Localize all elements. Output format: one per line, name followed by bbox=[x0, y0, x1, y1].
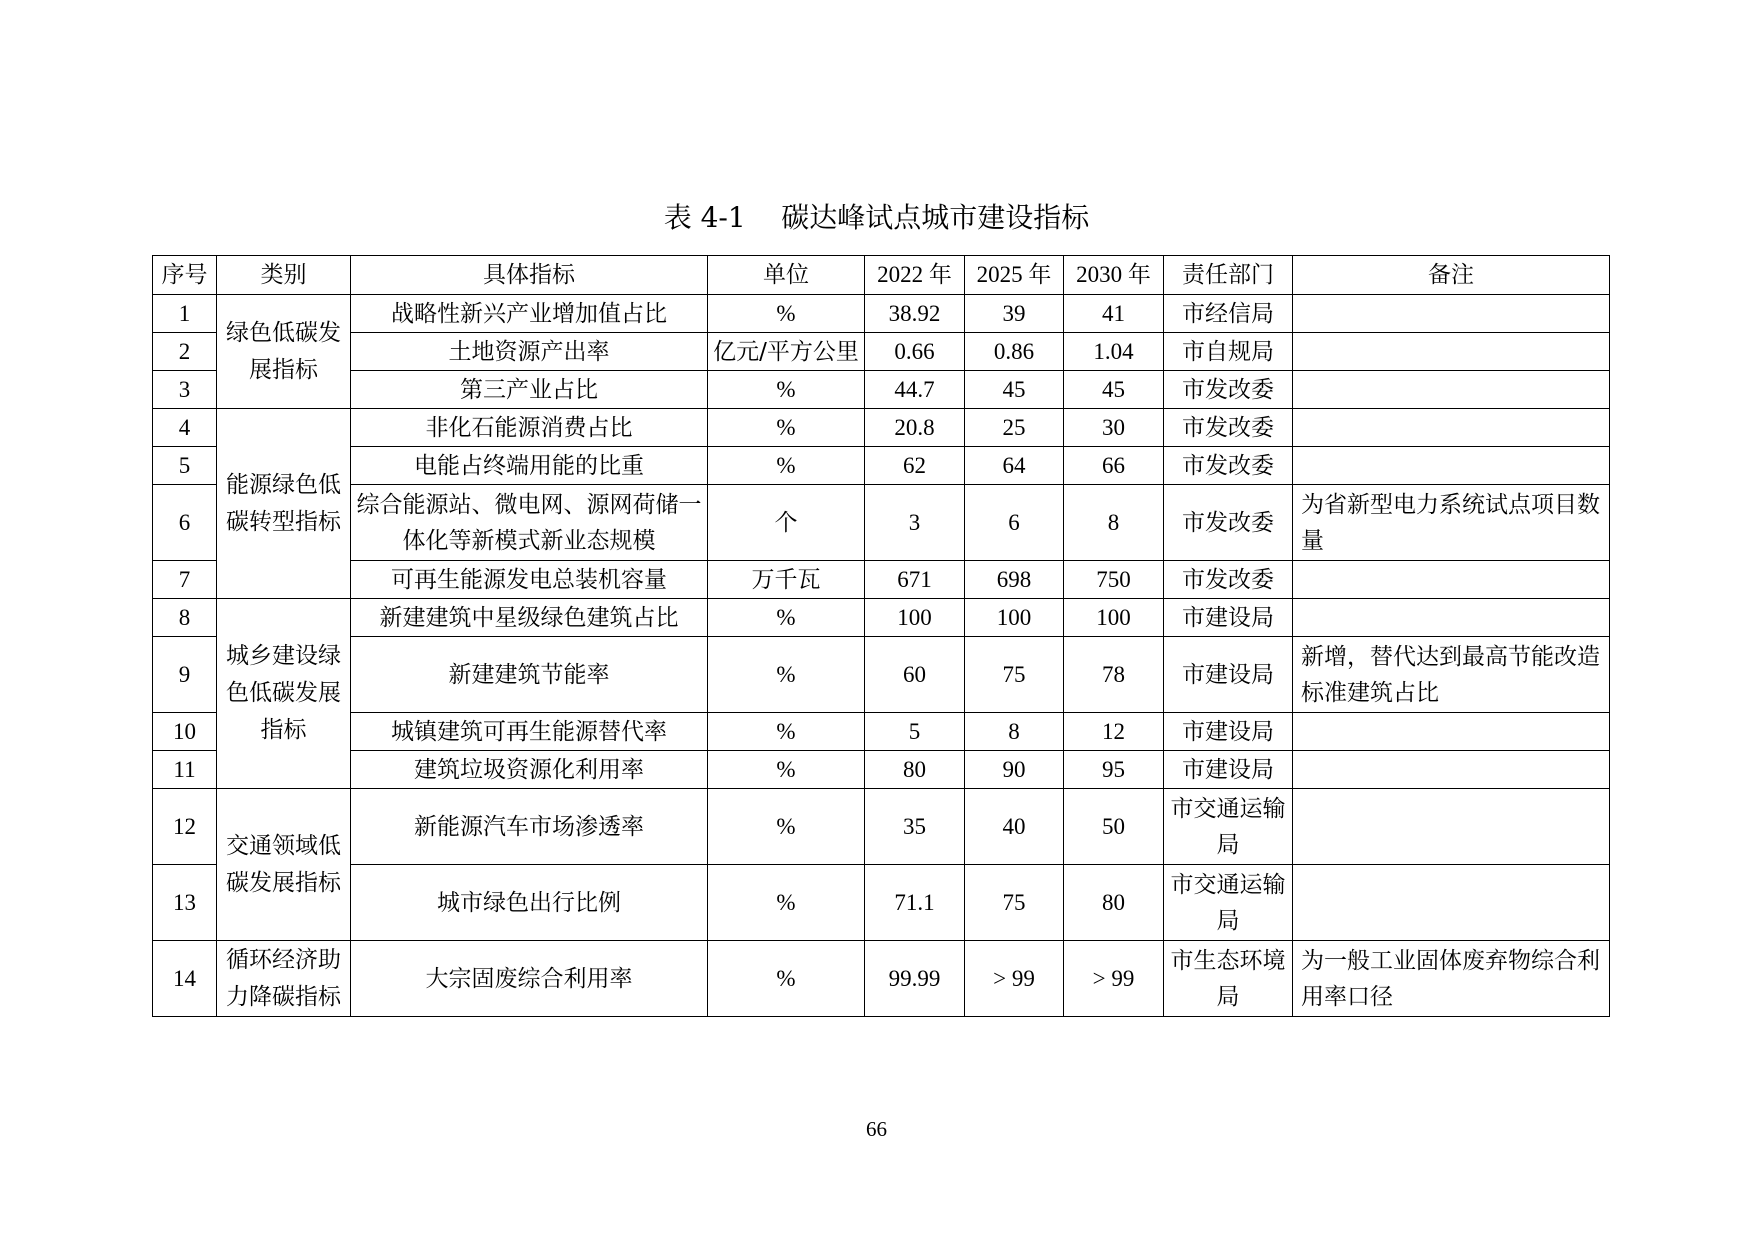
cell-2025: 8 bbox=[965, 713, 1064, 751]
cell-2025: 6 bbox=[965, 485, 1064, 561]
table-row bbox=[153, 713, 1610, 751]
cell-no: 14 bbox=[153, 941, 217, 1017]
cell-2022: 80 bbox=[865, 751, 965, 789]
cell-indicator: 综合能源站、微电网、源网荷储一体化等新模式新业态规模 bbox=[351, 485, 708, 561]
cell-no: 11 bbox=[153, 751, 217, 789]
cell-indicator: 城市绿色出行比例 bbox=[351, 865, 708, 941]
table-row bbox=[153, 485, 1610, 561]
cell-2025: 90 bbox=[965, 751, 1064, 789]
cell-unit: % bbox=[708, 713, 865, 751]
cell-unit: % bbox=[708, 447, 865, 485]
cell-department: 市交通运输局 bbox=[1164, 865, 1293, 941]
category-cell: 循环经济助力降碳指标 bbox=[217, 941, 351, 1017]
cell-indicator: 建筑垃圾资源化利用率 bbox=[351, 751, 708, 789]
cell-note bbox=[1293, 409, 1610, 447]
cell-department: 市建设局 bbox=[1164, 751, 1293, 789]
cell-department: 市建设局 bbox=[1164, 599, 1293, 637]
table-row bbox=[153, 751, 1610, 789]
cell-2030: 1.04 bbox=[1064, 333, 1164, 371]
cell-unit: % bbox=[708, 941, 865, 1017]
cell-note bbox=[1293, 561, 1610, 599]
cell-department: 市交通运输局 bbox=[1164, 789, 1293, 865]
category-cell: 绿色低碳发展指标 bbox=[217, 295, 351, 409]
table-row bbox=[153, 333, 1610, 371]
cell-2022: 671 bbox=[865, 561, 965, 599]
cell-2025: 75 bbox=[965, 865, 1064, 941]
cell-2022: 44.7 bbox=[865, 371, 965, 409]
cell-no: 5 bbox=[153, 447, 217, 485]
cell-2025: 0.86 bbox=[965, 333, 1064, 371]
cell-2022: 20.8 bbox=[865, 409, 965, 447]
cell-unit: % bbox=[708, 371, 865, 409]
cell-2025: 40 bbox=[965, 789, 1064, 865]
cell-unit: % bbox=[708, 789, 865, 865]
cell-2022: 38.92 bbox=[865, 295, 965, 333]
cell-2030: 95 bbox=[1064, 751, 1164, 789]
cell-2030: 750 bbox=[1064, 561, 1164, 599]
cell-2022: 99.99 bbox=[865, 941, 965, 1017]
header-2030: 2030 年 bbox=[1064, 256, 1164, 295]
cell-department: 市自规局 bbox=[1164, 333, 1293, 371]
table-row bbox=[153, 409, 1610, 447]
cell-2030: 80 bbox=[1064, 865, 1164, 941]
cell-indicator: 新能源汽车市场渗透率 bbox=[351, 789, 708, 865]
cell-department: 市建设局 bbox=[1164, 713, 1293, 751]
cell-note bbox=[1293, 751, 1610, 789]
table-row bbox=[153, 599, 1610, 637]
cell-no: 4 bbox=[153, 409, 217, 447]
cell-note bbox=[1293, 333, 1610, 371]
cell-2030: 66 bbox=[1064, 447, 1164, 485]
cell-indicator: 城镇建筑可再生能源替代率 bbox=[351, 713, 708, 751]
cell-indicator: 新建建筑节能率 bbox=[351, 637, 708, 713]
cell-department: 市建设局 bbox=[1164, 637, 1293, 713]
cell-2022: 60 bbox=[865, 637, 965, 713]
cell-department: 市发改委 bbox=[1164, 561, 1293, 599]
cell-2025: 39 bbox=[965, 295, 1064, 333]
cell-no: 7 bbox=[153, 561, 217, 599]
table-row bbox=[153, 447, 1610, 485]
cell-2025: 64 bbox=[965, 447, 1064, 485]
cell-indicator: 战略性新兴产业增加值占比 bbox=[351, 295, 708, 333]
table-header-row bbox=[153, 256, 1610, 295]
cell-2022: 5 bbox=[865, 713, 965, 751]
cell-2030: 78 bbox=[1064, 637, 1164, 713]
cell-no: 12 bbox=[153, 789, 217, 865]
table-row bbox=[153, 561, 1610, 599]
cell-department: 市发改委 bbox=[1164, 409, 1293, 447]
table-row bbox=[153, 637, 1610, 713]
cell-unit: 亿元/平方公里 bbox=[708, 333, 865, 371]
cell-note: 为一般工业固体废弃物综合利用率口径 bbox=[1293, 941, 1610, 1017]
cell-indicator: 电能占终端用能的比重 bbox=[351, 447, 708, 485]
cell-department: 市经信局 bbox=[1164, 295, 1293, 333]
cell-2022: 0.66 bbox=[865, 333, 965, 371]
cell-department: 市生态环境局 bbox=[1164, 941, 1293, 1017]
cell-unit: 个 bbox=[708, 485, 865, 561]
cell-note bbox=[1293, 713, 1610, 751]
cell-2022: 35 bbox=[865, 789, 965, 865]
cell-no: 9 bbox=[153, 637, 217, 713]
cell-note bbox=[1293, 371, 1610, 409]
table-title: 表 4-1 碳达峰试点城市建设指标 bbox=[663, 201, 1090, 234]
cell-2025: 25 bbox=[965, 409, 1064, 447]
cell-department: 市发改委 bbox=[1164, 447, 1293, 485]
cell-note bbox=[1293, 447, 1610, 485]
header-indicator: 具体指标 bbox=[351, 256, 708, 295]
header-department: 责任部门 bbox=[1164, 256, 1293, 295]
cell-2025: 45 bbox=[965, 371, 1064, 409]
cell-note bbox=[1293, 789, 1610, 865]
cell-unit: % bbox=[708, 599, 865, 637]
header-2025: 2025 年 bbox=[965, 256, 1064, 295]
cell-2025: 698 bbox=[965, 561, 1064, 599]
header-no: 序号 bbox=[153, 256, 217, 295]
category-cell: 能源绿色低碳转型指标 bbox=[217, 409, 351, 599]
page-number: 66 bbox=[866, 1117, 887, 1141]
cell-unit: % bbox=[708, 751, 865, 789]
table-row bbox=[153, 295, 1610, 333]
cell-note bbox=[1293, 295, 1610, 333]
header-note: 备注 bbox=[1293, 256, 1610, 295]
cell-no: 13 bbox=[153, 865, 217, 941]
cell-unit: % bbox=[708, 409, 865, 447]
cell-indicator: 土地资源产出率 bbox=[351, 333, 708, 371]
header-category: 类别 bbox=[217, 256, 351, 295]
table-row bbox=[153, 941, 1610, 1017]
cell-department: 市发改委 bbox=[1164, 371, 1293, 409]
cell-note bbox=[1293, 599, 1610, 637]
cell-indicator: 第三产业占比 bbox=[351, 371, 708, 409]
cell-no: 6 bbox=[153, 485, 217, 561]
cell-2030: 100 bbox=[1064, 599, 1164, 637]
cell-unit: 万千瓦 bbox=[708, 561, 865, 599]
cell-no: 8 bbox=[153, 599, 217, 637]
indicator-table bbox=[152, 255, 1610, 1017]
cell-indicator: 可再生能源发电总装机容量 bbox=[351, 561, 708, 599]
cell-no: 10 bbox=[153, 713, 217, 751]
cell-indicator: 新建建筑中星级绿色建筑占比 bbox=[351, 599, 708, 637]
cell-unit: % bbox=[708, 637, 865, 713]
cell-2022: 62 bbox=[865, 447, 965, 485]
cell-unit: % bbox=[708, 865, 865, 941]
category-cell: 城乡建设绿色低碳发展指标 bbox=[217, 599, 351, 789]
cell-2030: 50 bbox=[1064, 789, 1164, 865]
cell-indicator: 大宗固废综合利用率 bbox=[351, 941, 708, 1017]
cell-2030: 12 bbox=[1064, 713, 1164, 751]
cell-2030: 30 bbox=[1064, 409, 1164, 447]
cell-2022: 3 bbox=[865, 485, 965, 561]
cell-unit: % bbox=[708, 295, 865, 333]
header-unit: 单位 bbox=[708, 256, 865, 295]
cell-no: 3 bbox=[153, 371, 217, 409]
cell-no: 1 bbox=[153, 295, 217, 333]
cell-indicator: 非化石能源消费占比 bbox=[351, 409, 708, 447]
cell-2025: 100 bbox=[965, 599, 1064, 637]
cell-2030: > 99 bbox=[1064, 941, 1164, 1017]
cell-2022: 71.1 bbox=[865, 865, 965, 941]
cell-department: 市发改委 bbox=[1164, 485, 1293, 561]
cell-note: 为省新型电力系统试点项目数量 bbox=[1293, 485, 1610, 561]
cell-note bbox=[1293, 865, 1610, 941]
cell-2022: 100 bbox=[865, 599, 965, 637]
cell-2030: 45 bbox=[1064, 371, 1164, 409]
header-2022: 2022 年 bbox=[865, 256, 965, 295]
cell-2025: > 99 bbox=[965, 941, 1064, 1017]
cell-2030: 8 bbox=[1064, 485, 1164, 561]
cell-no: 2 bbox=[153, 333, 217, 371]
cell-note: 新增，替代达到最高节能改造标准建筑占比 bbox=[1293, 637, 1610, 713]
table-row bbox=[153, 371, 1610, 409]
table-row bbox=[153, 789, 1610, 865]
category-cell: 交通领域低碳发展指标 bbox=[217, 789, 351, 941]
cell-2025: 75 bbox=[965, 637, 1064, 713]
table-row bbox=[153, 865, 1610, 941]
cell-2030: 41 bbox=[1064, 295, 1164, 333]
